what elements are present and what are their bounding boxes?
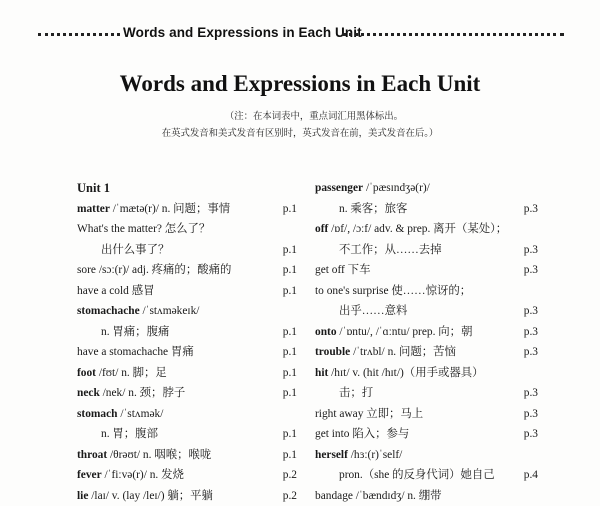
headword: throat — [77, 449, 107, 461]
entry-definition: /θrəʊt/ n. 咽喉；喉咙 — [107, 449, 211, 461]
vocab-entry — [315, 404, 538, 425]
vocab-entry — [77, 301, 297, 322]
vocab-entry — [77, 383, 297, 404]
page-reference: p.3 — [524, 260, 538, 281]
vocab-entry — [77, 404, 297, 425]
headword: off — [315, 223, 328, 235]
headword: foot — [77, 367, 96, 379]
page-reference: p.3 — [524, 404, 538, 425]
entry-definition: /ˈstʌməkeɪk/ — [140, 305, 200, 317]
headword: stomach — [77, 408, 118, 420]
entry-definition: n. 胃痛；腹痛 — [101, 326, 169, 338]
vocab-entry — [77, 486, 297, 506]
entry-definition: /ˈfiːvə(r)/ n. 发烧 — [102, 469, 184, 481]
vocab-entry — [315, 240, 538, 261]
entry-definition: /ˈstʌmək/ — [118, 408, 164, 420]
headword: hit — [315, 367, 328, 379]
headword: trouble — [315, 346, 350, 358]
page-reference: p.3 — [524, 342, 538, 363]
vocab-entry — [77, 219, 297, 240]
entry-definition: 出什么事了？ — [101, 244, 169, 256]
dotted-rule-left — [38, 33, 120, 36]
running-header-title: Words and Expressions in Each Unit — [123, 25, 362, 40]
left-column — [77, 178, 297, 506]
entry-definition: /fʊt/ n. 脚；足 — [96, 367, 167, 379]
entry-definition: 击；打 — [339, 387, 373, 399]
vocab-entry — [77, 199, 297, 220]
vocab-entry — [315, 260, 538, 281]
entry-definition: to one's surprise 使……惊讶的； — [315, 285, 471, 297]
vocab-entry — [315, 383, 538, 404]
vocab-entry — [77, 260, 297, 281]
headword: matter — [77, 203, 110, 215]
dotted-rule-right — [342, 33, 564, 36]
headword: lie — [77, 490, 88, 502]
page-reference: p.3 — [524, 424, 538, 445]
vocab-entry — [315, 281, 538, 302]
page-reference: p.3 — [524, 199, 538, 220]
vocab-entry — [315, 322, 538, 343]
page-reference: p.1 — [283, 240, 297, 261]
vocab-entry — [77, 363, 297, 384]
page-reference: p.3 — [524, 301, 538, 322]
headword: stomachache — [77, 305, 140, 317]
vocab-entry — [77, 445, 297, 466]
entry-definition: /ɒf/, /ɔːf/ adv. & prep. 离开（某处）； — [328, 223, 507, 235]
headword: neck — [77, 387, 100, 399]
entry-definition: What's the matter? 怎么了？ — [77, 223, 210, 235]
headword: passenger — [315, 182, 363, 194]
page-reference: p.4 — [524, 465, 538, 486]
vocab-entry — [315, 301, 538, 322]
running-header — [0, 22, 600, 46]
entry-definition: bandage /ˈbændɪdʒ/ n. 绷带 — [315, 490, 442, 502]
headword: onto — [315, 326, 337, 338]
vocab-entry — [77, 178, 297, 199]
entry-definition: n. 乘客；旅客 — [339, 203, 407, 215]
unit-heading: Unit 1 — [77, 181, 110, 195]
page-reference: p.3 — [524, 240, 538, 261]
page-reference: p.1 — [283, 424, 297, 445]
entry-definition: /ˈtrʌbl/ n. 问题；苦恼 — [350, 346, 456, 358]
vocab-entry — [315, 363, 538, 384]
vocab-entry — [315, 178, 538, 199]
entry-definition: sore /sɔː(r)/ adj. 疼痛的；酸痛的 — [77, 264, 231, 276]
page-reference: p.1 — [283, 383, 297, 404]
vocab-entry — [315, 486, 538, 506]
entry-definition: right away 立即；马上 — [315, 408, 423, 420]
headword: fever — [77, 469, 102, 481]
page-reference: p.1 — [283, 342, 297, 363]
vocab-entry — [77, 465, 297, 486]
page-reference: p.1 — [283, 281, 297, 302]
page-reference: p.1 — [283, 260, 297, 281]
entry-definition: 不工作；从……去掉 — [339, 244, 442, 256]
entry-definition: /ˈɒntu/, /ˈɑːntu/ prep. 向；朝 — [337, 326, 473, 338]
entry-definition: /laɪ/ v. (lay /leɪ/) 躺；平躺 — [88, 490, 213, 502]
entry-definition: /hɪt/ v. (hit /hɪt/)（用手或器具） — [328, 367, 483, 379]
entry-definition: pron.（she 的反身代词）她自己 — [339, 469, 495, 481]
vocab-entry — [315, 342, 538, 363]
page-reference: p.1 — [283, 322, 297, 343]
vocab-entry — [315, 445, 538, 466]
vocab-entry — [77, 240, 297, 261]
entry-definition: get off 下车 — [315, 264, 370, 276]
page-reference: p.3 — [524, 383, 538, 404]
page-reference: p.2 — [283, 465, 297, 486]
entry-definition: /hɜː(r)ˈself/ — [348, 449, 402, 461]
page-reference: p.2 — [283, 486, 297, 506]
entry-definition: get into 陷入；参与 — [315, 428, 409, 440]
vocab-entry — [77, 424, 297, 445]
page-reference: p.1 — [283, 363, 297, 384]
entry-definition: /ˈpæsɪndʒə(r)/ — [363, 182, 430, 194]
vocab-entry — [77, 281, 297, 302]
vocab-entry — [77, 322, 297, 343]
entry-definition: n. 胃；腹部 — [101, 428, 158, 440]
vocab-entry — [77, 342, 297, 363]
note-line-1: （注：在本词表中，重点词汇用黑体标出。 — [14, 108, 600, 122]
page-title: Words and Expressions in Each Unit — [0, 71, 600, 97]
page-reference: p.1 — [283, 445, 297, 466]
entry-definition: 出乎……意料 — [339, 305, 407, 317]
entry-definition: /ˈmætə(r)/ n. 问题；事情 — [110, 203, 230, 215]
vocab-entry — [315, 219, 538, 240]
entry-definition: have a cold 感冒 — [77, 285, 155, 297]
vocab-entry — [315, 465, 538, 486]
vocab-entry — [315, 424, 538, 445]
vocab-entry — [315, 199, 538, 220]
page-reference: p.1 — [283, 199, 297, 220]
page-reference: p.3 — [524, 322, 538, 343]
entry-definition: /nek/ n. 颈；脖子 — [100, 387, 185, 399]
note-line-2: 在英式发音和美式发音有区别时，英式发音在前，美式发音在后。） — [0, 125, 600, 139]
headword: herself — [315, 449, 348, 461]
right-column — [315, 178, 538, 506]
entry-definition: have a stomachache 胃痛 — [77, 346, 194, 358]
